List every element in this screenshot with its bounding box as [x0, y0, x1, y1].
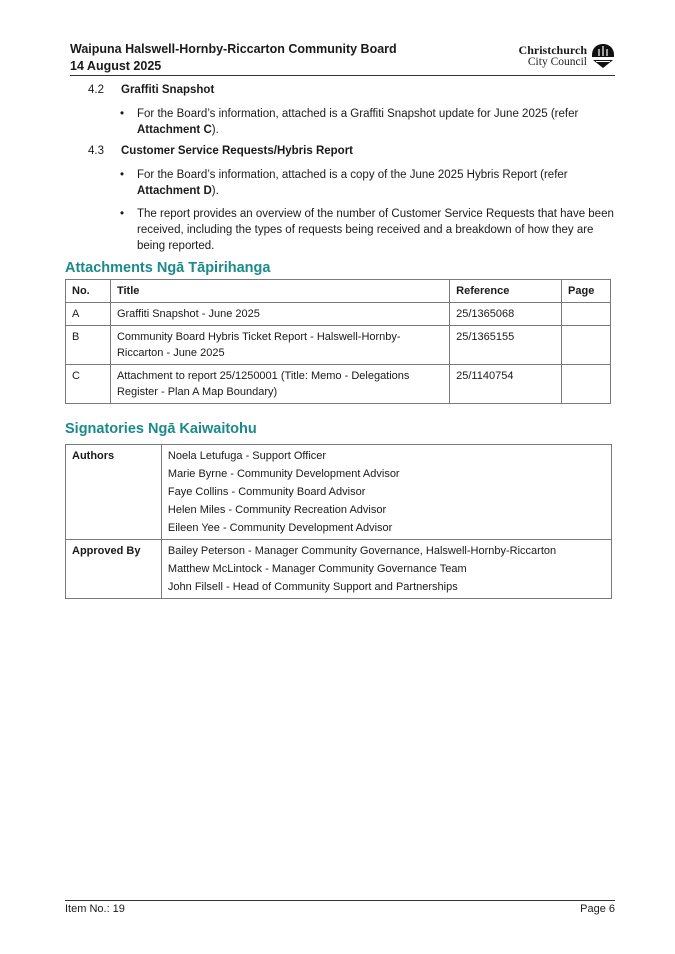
attachment-title: Graffiti Snapshot - June 2025	[110, 303, 449, 326]
council-logo	[519, 41, 615, 71]
item-number: Item No.: 19	[65, 903, 125, 915]
bullet-item: • The report provides an overview of the number of Customer Service Requests that have been received, including the types of requests being received and a breakdown of how they are being reported.	[120, 208, 614, 252]
attachment-no: C	[66, 365, 111, 404]
attachment-reference: 25/1140754	[450, 365, 562, 404]
approved-by-label: Approved By	[66, 540, 162, 599]
table-row	[66, 445, 612, 540]
column-header: No.	[66, 280, 111, 303]
section-heading: Customer Service Requests/Hybris Report	[121, 145, 353, 157]
logo-line2: City Council	[527, 56, 587, 68]
attachments-heading: Attachments Ngā Tāpirihanga	[65, 260, 271, 276]
header-title	[70, 41, 397, 75]
section-4-2-heading	[88, 84, 214, 96]
council-logo-icon	[591, 43, 615, 69]
authors-list	[161, 445, 611, 540]
attachment-title: Community Board Hybris Ticket Report - Halswell-Hornby-Riccarton - June 2025	[110, 326, 449, 365]
section-number: 4.2	[88, 84, 104, 96]
section-4-3-heading	[88, 145, 353, 157]
table-row	[66, 365, 611, 404]
section-number: 4.3	[88, 145, 104, 157]
signatory-name: Matthew McLintock - Manager Community Governance Team	[167, 563, 467, 575]
page-header	[70, 41, 615, 76]
signatory-name: Noela Letufuga - Support Officer	[167, 450, 327, 462]
table-row	[66, 326, 611, 365]
signatory-name: Marie Byrne - Community Development Advisor	[167, 468, 400, 480]
signatory-name: Eileen Yee - Community Development Advisor	[167, 522, 393, 534]
signatories-heading: Signatories Ngā Kaiwaitohu	[65, 421, 257, 437]
signatory-name: Bailey Peterson - Manager Community Governance, Halswell-Hornby-Riccarton	[167, 545, 557, 557]
meeting-date: 14 August 2025	[70, 59, 162, 73]
signatory-name: John Filsell - Head of Community Support and Partnerships	[167, 581, 458, 593]
signatory-name: Faye Collins - Community Board Advisor	[167, 486, 366, 498]
attachment-page	[562, 303, 611, 326]
attachment-no: B	[66, 326, 111, 365]
section-heading: Graffiti Snapshot	[121, 84, 215, 96]
page-number: Page 6	[580, 903, 615, 915]
board-name: Waipuna Halswell-Hornby-Riccarton Community Board	[70, 42, 397, 56]
column-header: Title	[110, 280, 449, 303]
attachment-title: Attachment to report 25/1250001 (Title: Memo - Delegations Register - Plan A Map Boundary)	[110, 365, 449, 404]
attachment-page	[562, 326, 611, 365]
column-header: Reference	[450, 280, 562, 303]
bullet-item: • For the Board’s information, attached is a Graffiti Snapshot update for June 2025 (refer Attachment C).	[120, 108, 579, 136]
logo-line1: Christchurch	[518, 43, 587, 57]
table-header-row	[66, 280, 611, 303]
signatory-name: Helen Miles - Community Recreation Advisor	[167, 504, 387, 516]
attachment-page	[562, 365, 611, 404]
attachment-no: A	[66, 303, 111, 326]
approvers-list	[161, 540, 611, 599]
authors-label: Authors	[66, 445, 162, 540]
table-row	[66, 303, 611, 326]
signatories-table	[65, 444, 612, 599]
column-header: Page	[562, 280, 611, 303]
table-row	[66, 540, 612, 599]
attachment-reference: 25/1365068	[450, 303, 562, 326]
attachments-table	[65, 279, 611, 404]
attachment-reference: 25/1365155	[450, 326, 562, 365]
bullet-item: • For the Board’s information, attached is a copy of the June 2025 Hybris Report (refer Attachment D).	[120, 169, 568, 197]
page-footer	[65, 900, 615, 915]
